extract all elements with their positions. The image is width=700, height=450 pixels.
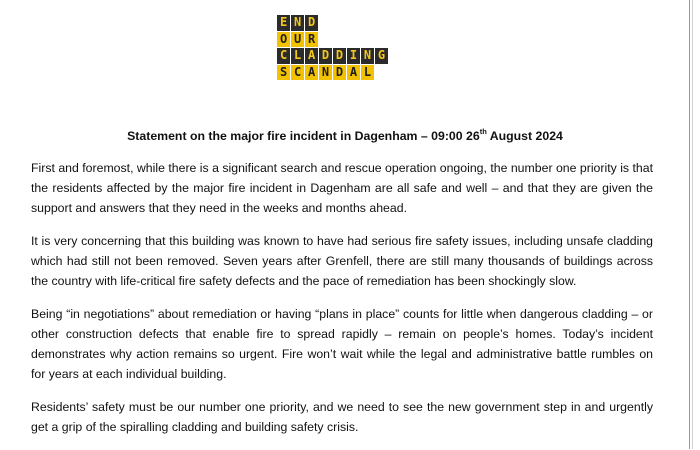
paragraph-3: Being “in negotiations” about remediation or having “plans in place” counts for little when dangerous cladding – or other construction defects that enable fire to spread rapidly – remain on people’s homes. Today’s incident demonstrates why action remains so urgent. Fire won’t wait while the legal and administrative battle rumbles on for years at each individual building. (31, 307, 653, 381)
logo-letter: L (361, 65, 374, 81)
logo-row-cladding (277, 48, 389, 64)
statement-title-end: August 2024 (486, 129, 563, 143)
statement-title-ordinal: th (479, 127, 487, 136)
logo-letter: U (291, 32, 304, 48)
logo-letter: R (305, 32, 318, 48)
logo-letter: D (333, 48, 346, 64)
logo-letter: O (277, 32, 290, 48)
logo-letter: C (291, 65, 304, 81)
logo-row-our (277, 32, 389, 48)
logo-letter: E (277, 15, 290, 31)
statement-title (0, 129, 690, 143)
logo-letter: N (361, 48, 374, 64)
logo-letter: L (291, 48, 304, 64)
paragraph-4: Residents’ safety must be our number one priority, and we need to see the new government step in and urgently get a grip of the spiralling cladding and building safety crisis. (31, 400, 653, 434)
logo-letter: A (347, 65, 360, 81)
logo-letter: G (375, 48, 388, 64)
logo-letter: I (347, 48, 360, 64)
paragraph-1: First and foremost, while there is a significant search and rescue operation ongoing, the number one priority is that the residents affected by the major fire incident in Dagenham are all safe and well – and that they are given the support and answers that they need in the weeks and months ahead. (31, 161, 654, 215)
page-edge-divider (689, 0, 690, 449)
page-edge-divider-secondary (692, 0, 693, 449)
logo-row-end (277, 15, 389, 31)
logo-letter: D (305, 15, 318, 31)
paragraph-2: It is very concerning that this building was known to have had serious fire safety issues, including unsafe cladding which had still not been removed. Seven years after Grenfell, there are still many thousands of buildings across the country with life-critical fire safety defects and the pace of remediation has been shockingly slow. (31, 234, 653, 288)
end-our-cladding-scandal-logo (277, 15, 389, 81)
logo-row-scandal (277, 65, 389, 81)
statement-body (31, 158, 653, 450)
logo-letter: A (305, 48, 318, 64)
logo-letter: N (319, 65, 332, 81)
logo-letter: A (305, 65, 318, 81)
logo-letter: D (319, 48, 332, 64)
logo-letter: S (277, 65, 290, 81)
statement-title-main: Statement on the major fire incident in Dagenham – 09:00 26 (127, 129, 480, 143)
logo-letter: D (333, 65, 346, 81)
logo-letter: N (291, 15, 304, 31)
logo-letter: C (277, 48, 290, 64)
